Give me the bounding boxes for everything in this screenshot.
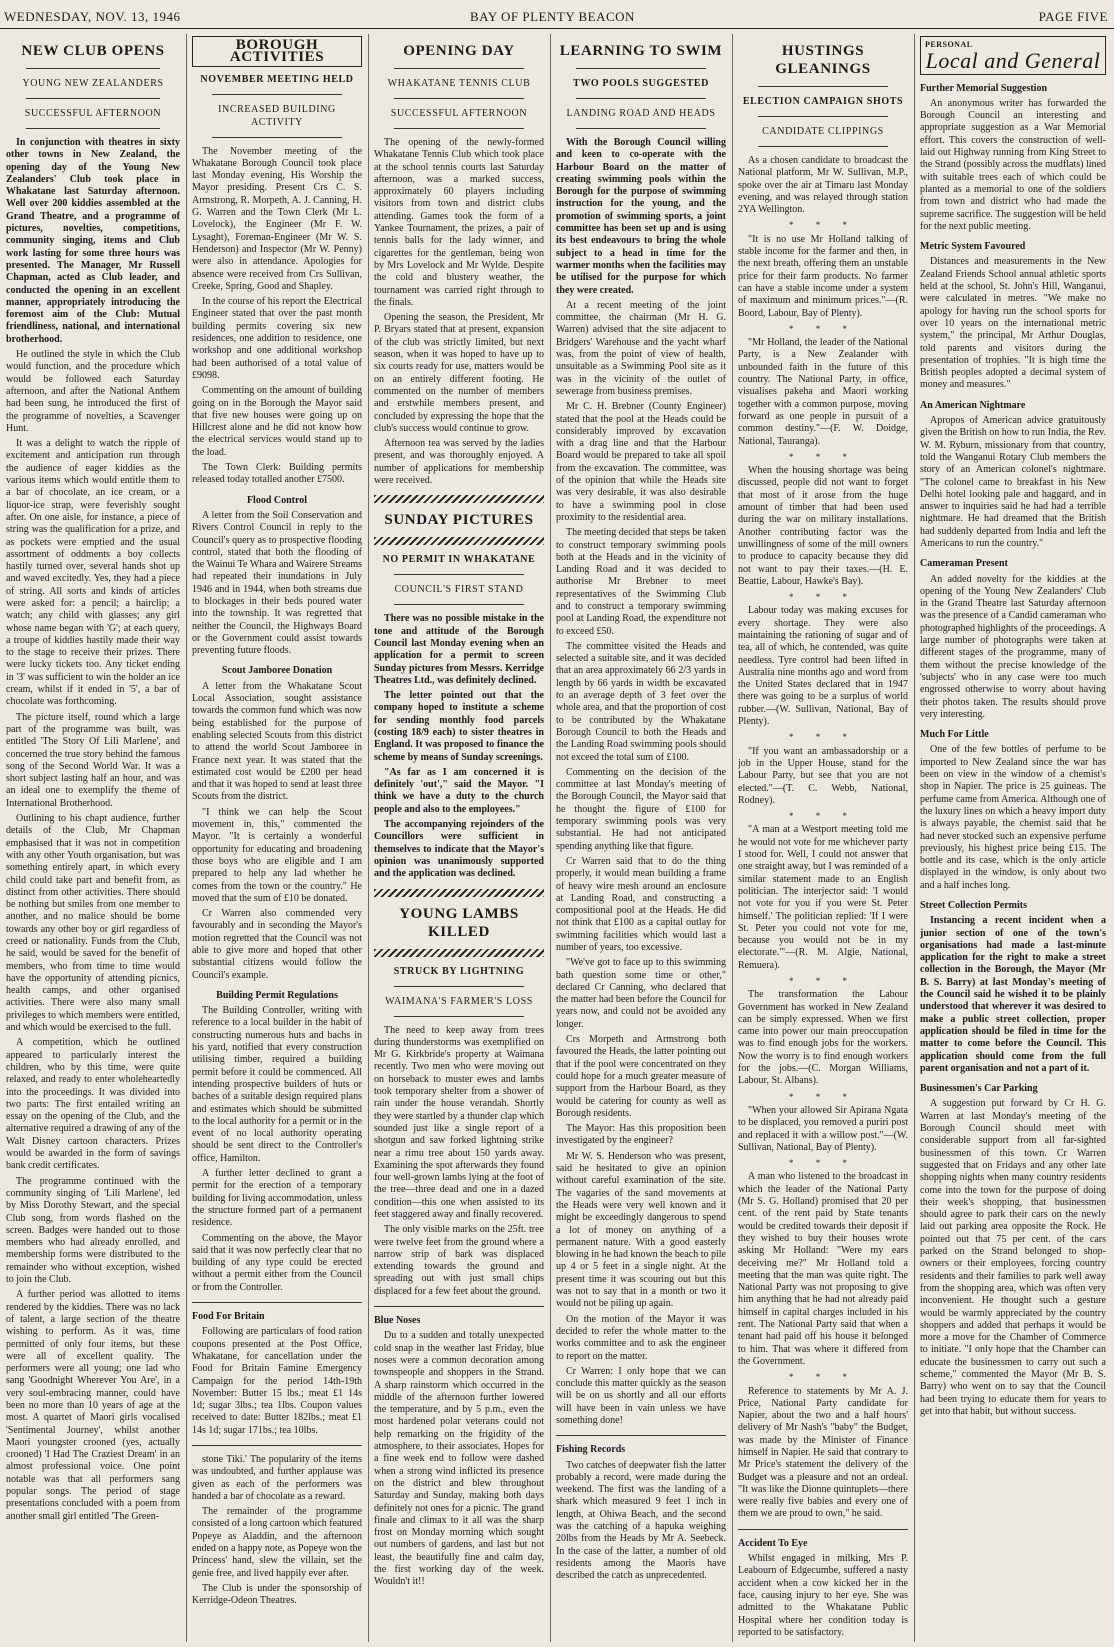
subhead-tennis-club: WHAKATANE TENNIS CLUB: [387, 78, 531, 89]
divider: [394, 986, 524, 987]
section-head-accident: Accident To Eye: [738, 1537, 808, 1549]
article-lead: "As far as I am concerned it is definitely 'out'," said the Mayor. "I think we have a duty to the church people and also to the employees.": [374, 766, 544, 815]
subhead-struck: STRUCK BY LIGHTNING: [393, 965, 525, 977]
article-paragraph: Mr C. H. Brebner (County Engineer) stated that the pool at the Heads could be considerably improved by excavation with a drag line and that the Harbour Board would be prepared to take all spoil from the excavation. The committee, was of the opinion that while the Heads site was very desirable, it was also desirable to have a swimming pool in close proximity to the residential area.: [556, 401, 726, 523]
divider: [394, 604, 524, 605]
article-paragraph: The Town Clerk: Building permits released today totalled another £7500.: [192, 462, 362, 486]
article-paragraph: "When your allowed Sir Apirana Ngata to be displaced, you removed a puriri post and replaced it with a willow post."—(W. Sullivan, National, Bay of Plenty).: [738, 1104, 908, 1153]
divider: [26, 128, 160, 129]
article-paragraph: "If you want an ambassadorship or a job in the Upper House, stand for the Labour Party, but see that you are not elected."—(T. C. Webb, National, Rodney).: [738, 745, 908, 806]
divider: [26, 68, 160, 69]
divider: [192, 1302, 362, 1303]
column-hustings: [738, 34, 915, 1642]
divider: [576, 98, 706, 99]
headline-opening-day: OPENING DAY: [403, 43, 515, 59]
article-paragraph: Commenting on the amount of building going on in the Borough the Mayor said that five new houses were going up on Hillcrest alone and he did not know how the electrical services would stand up to the load.: [192, 385, 362, 458]
article-paragraph: The Building Controller, writing with reference to a local builder in the habit of constructing numerous huts and bachs in his yard, notified that every construction utilising timber, required a building permit before it could be commenced. All intending prospective builders of huts or baches of a suitable design required plans and estimates which should be submitted to the local authority for a permit or in the event of no local authority operating should be sent direct to the Controller's office, Hamilton.: [192, 1005, 362, 1164]
article-paragraph: A man who listened to the broadcast in which the leader of the National Party (Mr S. G. Holland) promised that 20 per cent. of the rent paid by State tenants would be credited towards their deposit if they wished to buy their houses wrote asking Mr Holland: "Were my ears deceiving me?" Mr Holland told a meeting that the man was quite right. The National Party was not proposing to give him anything that he had not already paid himself in capital charges included in his rent. The National Party said that when a tenant had paid off his house it belonged to him. That was where it differed from the Government.: [738, 1171, 908, 1367]
article-paragraph: Following are particulars of food ration coupons presented at the Post Office, Whakatane, for cancellation under the Food for Britain Famine Emergency Campaign for the period 14th-19th November: Butter 15 lbs.; meat £1 14s 1d; sugar 3lbs.; tea 1lbs. Coupon values received to date: Butter 182lbs.; meat £1 14s 1d; sugar 171bs.; tea 10lbs.: [192, 1326, 362, 1436]
separator-stars: * * *: [789, 1372, 857, 1383]
section-head-scout: Scout Jamboree Donation: [221, 665, 333, 677]
headline-sunday-pictures: SUNDAY PICTURES: [384, 512, 534, 529]
article-paragraph: "It is no use Mr Holland talking of stable income for the farmer and then, in the next breath, offering them an unstable price for their farm products. No farmer can have a stable income under a system of maximum and minimum prices."—(R. Boord, Labour, Bay of Plenty).: [738, 233, 908, 319]
ornamental-divider: [374, 949, 544, 957]
separator-stars: * * *: [789, 811, 857, 822]
article-paragraph: The Club is under the sponsorship of Kerridge-Odeon Theatres.: [192, 1582, 362, 1607]
subhead-no-permit: NO PERMIT IN WHAKATANE: [382, 554, 536, 566]
article-paragraph: The picture itself, round which a large part of the programme was built, was entitled 'The Story Of Lili Marlene', and concerned the true story behind the famous song of the Second World War. It was a short subject lasting half an hour, and was an ideal one to exemplify the theme of International Brotherhood.: [6, 711, 180, 809]
article-paragraph: Outlining to his chapt audience, further details of the Club, Mr Chapman emphasised that it was not in competition with any other Youth organisation, but was something entirely apart, in which every child could take part and benefit from, as distinct from other activities. There should be nothing but smiles from one member to another, and no malice should be borne towards any other boy or girl regardless of creed or nationality. Funds from the Club, he said, would be saved for the benefit of members, who from time to time would have the opportunity of attending picnics, health camps, and other organised activities. There were also many small privileges to which members were entitled, and which would be exercised to the full.: [6, 813, 180, 1034]
article-paragraph: At a recent meeting of the joint committee, the chairman (Mr H. G. Warren) advised that the site adjacent to Bridgers' Warehouse and the yacht wharf was, from the point of view of health, unsuitable as a Swimming Pool site as it was in the vicinity of the outlet of sewerage from business premises.: [556, 299, 726, 397]
article-paragraph: Mr W. S. Henderson who was present, said he hesitated to give an opinion without careful examination of the site. The vagaries of the sand movements at the Heads were very well known and it might be exceedingly dangerous to spend a lot of money on anything of a permanent nature. With a good easterly blowing in he had known the beach to pile up 4 or 5 feet in a single night. At the present time it was scouring out but this was not to say that in a month or two it would not be piling up again.: [556, 1150, 726, 1310]
page-number: PAGE FIVE: [1038, 9, 1108, 24]
separator-stars: * * *: [789, 323, 857, 334]
article-paragraph: The only visible marks on the 25ft. tree were twelve feet from the ground where a narrow strip of bark was displaced extending towards the ground and spreading out with just small chips displaced for a few feet about the ground.: [374, 1224, 544, 1297]
subhead-young-nz: YOUNG NEW ZEALANDERS: [22, 78, 164, 89]
divider: [212, 137, 342, 138]
headline-young-lambs: YOUNG LAMBS KILLED: [399, 905, 519, 940]
article-paragraph: He outlined the style in which the Club would function, and the procedure which would be followed each Saturday afternoon, and after the National Anthem had been sung, he introduced the first of the programme of novelties, a Scavenger Hunt.: [6, 349, 180, 434]
item-text: Apropos of American advice gratuitously given the British on how to run India, the Rev. W. M. Ryburn, missionary from that country, told the Wanganui Rotary Club members the story of an American colonel's nightmare. "The colonel came to breakfast in his New Delhi hotel looking pale and haggard, and in answer to inquiries said he had had a terrible nightmare. He had dreamed that the British had suddenly departed from India and left the Americans to run the country.": [920, 415, 1106, 549]
article-paragraph: As a chosen candidate to broadcast the National platform, Mr W. Sullivan, M.P., spoke over the air at Timaru last Monday evening, and was relayed through station 2YA Wellington.: [738, 155, 908, 216]
divider: [758, 146, 888, 147]
item-text: One of the few bottles of perfume to be imported to New Zealand since the war has been on view in the window of a chemist's shop in Napier. The price is 25 guineas. The perfume came from America. Although one of the luxury lines on which a heavy import duty is always payable, the chemist said that he had never stocked such an expensive perfume previously, his highest price being £15. The bottle and its case, which is the only article displayed in the window, is only about two and a half inches long.: [920, 744, 1106, 891]
divider: [394, 574, 524, 575]
column-new-club: [6, 34, 187, 1642]
article-paragraph: When the housing shortage was being discussed, people did not want to forget that most of it arose from the huge amount of timber that had been used during the war on military installations. Another contributing factor was the unwillingness of some of the mill owners to produce to capacity because they did not want to pay their taxes.—(H. E. Beattie, Labour, Hawke's Bay).: [738, 465, 908, 587]
divider: [394, 98, 524, 99]
ornamental-divider: [374, 537, 544, 545]
separator-stars: * * *: [789, 451, 857, 462]
article-paragraph: The November meeting of the Whakatane Borough Council took place last Monday evening, His Worship the Mayor presiding. Present Crs C. S. Armstrong, R. Morpeth, A. J. Canning, H. G. Warren and the Town Clerk (Mr L. Lovelock), the Engineer (Mr F. W. Lysaght), Foreman-Engineer (Mr W. S. Henderson) and Inspector (Mr W. Penny) were also in attendance. Apologies for absence were received from Crs Sullivan, Creeke, Spring, Good and Shapley.: [192, 145, 362, 292]
section-head-flood: Flood Control: [246, 494, 308, 506]
subhead-candidate-clippings: CANDIDATE CLIPPINGS: [762, 126, 884, 137]
article-paragraph: Commenting on the decision of the committee at last Monday's meeting of the Borough Council, the Mayor said that he thought the figure of £100 for temporary swimming pools was very substantial. He had not anticipated spending anything like that figure.: [556, 766, 726, 852]
subhead-two-pools: TWO POOLS SUGGESTED: [573, 78, 709, 89]
masthead: [0, 0, 1114, 29]
item-head-nightmare: An American Nightmare: [920, 399, 1026, 411]
article-paragraph: The meeting decided that steps be taken to construct temporary swimming pools both at the Heads and in the vicinity of Landing Road and it was decided to authorise Mr Brebner to meet representatives of the Swimming Club and to construct a temporary swimming pool at Landing Road, the expenditure not to exceed £50.: [556, 527, 726, 637]
headline-new-club: NEW CLUB OPENS: [21, 43, 165, 59]
separator-stars: * * *: [789, 1091, 857, 1102]
section-title-local-general: Local and General: [925, 48, 1101, 74]
article-paragraph: The need to keep away from trees during thunderstorms was exemplified on Mr G. Kirkbride's property at Waimana recently. Two men who were moving out on horseback to muster ewes and lambs took temporary shelter from a shower of rain under the house verandah. Shortly they were startled by a thunder clap which sounded just like a single report of a shotgun and saw forked lightning strike near a rimu tree about 150 yards away. Examining the spot afterwards they found four well-grown lambs lying at the foot of the tree—three dead and one in a dazed condition—this one when assisted to its feet staggered away and finally recovered.: [374, 1024, 544, 1220]
article-paragraph: Whilst engaged in milking, Mrs P. Leabourn of Edgecumbe, suffered a nasty accident when a cow kicked her in the face, causing injury to her eye. She was admitted to the Whakatane Public Hospital where her condition today is reported to be satisfactory.: [738, 1553, 908, 1638]
item-text: An added novelty for the kiddies at the opening of the Young New Zealanders' Club in the Grand Theatre last Saturday afternoon was the presence of a Candid cameraman who photographed highlights of the proceedings. A large number of photographs were taken at different stages of the programme, many of them without the precise knowledge of the 'subjects' who in any case were too much engrossed otherwise to worry about having their photos taken. The results should prove very interesting.: [920, 573, 1106, 720]
article-paragraph: The programme continued with the community singing of 'Lili Marlene', led by Miss Dorothy Stewart, and the special Club song, from words flashed on the screen. Badges were handed out to those members who had already enrolled, and membership forms were distributed to the remainder who without exception, wished to join the Club.: [6, 1175, 180, 1286]
divider: [374, 1306, 544, 1307]
item-text: Distances and measurements in the New Zealand Friends School annual athletic sports held at the school, St. John's Hill, Wanganui, were calculated in metres. "We make no apology for having run the school sports for over 10 years on the international metric system," the principal, Mr Arthur Douglas, told parents and visitors during the presentation of trophies. "It is high time the British peoples adopted a decimal system of money and measures.": [920, 256, 1106, 391]
item-text: A suggestion put forward by Cr H. G. Warren at last Monday's meeting of the Borough Council should meet with considerable support from all far-sighted businessmen of this town. Cr Warren suggested that on Fridays and any other late shopping nights when many country residents come into the town for the purpose of doing their week's shopping, that businessmen should agree to park their cars on the newly laid out parking area opposite the Rock. He pointed out that 75 per cent. of the cars parked on the Strand belonged to shop-owners or their employees, forcing country residents and their families to park well away from the shopping area, which was often very inconvenient. He thought such a gesture would be warmly appreciated by the country shoppers and added that perhaps it would be more a move for the Chamber of Commerce to initiate. "I only hope that the Chamber can educate the businessmen to carry out such a scheme," commented the Mayor (Mr B. S. Barry) who went on to say that the Council had been trying to educate them for years to get into that habit, but without success.: [920, 1098, 1106, 1417]
article-paragraph: In the course of his report the Electrical Engineer stated that over the past month building permits covering six new residences, one addition to residence, one workshop and one additional workshop had been authorised of a total value of £9098.: [192, 296, 362, 381]
paper-name: BAY OF PLENTY BEACON: [470, 9, 635, 24]
subhead-landing-road: LANDING ROAD AND HEADS: [566, 108, 716, 119]
divider: [576, 128, 706, 129]
article-paragraph: Cr Warren also commended very favourably and in seconding the Mayor's motion regretted that the Council was not able to give more and hoped that other substantial citizens would follow the Council's example.: [192, 908, 362, 981]
subhead-successful-afternoon: SUCCESSFUL AFTERNOON: [390, 108, 528, 119]
separator-stars: * * *: [789, 592, 857, 603]
subhead-november-meeting: NOVEMBER MEETING HELD: [200, 73, 354, 85]
divider: [212, 94, 342, 95]
section-head-building: Building Permit Regulations: [216, 989, 338, 1001]
article-paragraph: It was a delight to watch the ripple of excitement and anticipation run through the audience of eager kiddies as the various items which would entitle them to a bar of chocolate, an ice cream, or a liquor-ice strap, were feverishly sought after. On one aisle, for instance, a piece of string was the qualification for a prize, and as pockets were emptied and the usual assortment of oddments a boy collects hastily turned over, several hands shot up and waved excitedly. Yes, they had a piece of string. All sorts and kinds of articles were asked for: a pencil; a hairclip; a watch; any child with glasses; any girl whose name began with 'G'; at each query, a troupe of kiddies hastily made their way to the stage to receive their prizes. There were lucky tickets too. Any ticket ending in '3' was sufficient to win the holder an ice cream, whilst if it ended in '5', a bar of chocolate was forthcoming.: [6, 438, 180, 708]
article-paragraph: A further letter declined to grant a permit for the erection of a temporary building for living accommodation, unless the structure formed part of a permanent residence.: [192, 1168, 362, 1229]
subhead-increased-building: INCREASED BUILDING ACTIVITY: [218, 103, 336, 128]
separator-stars: * * *: [789, 1158, 857, 1169]
article-lead: The letter pointed out that the company hoped to institute a scheme for sending monthly food parcels (costing 18/9 each) to sister theatres in England. It was proposed to finance the scheme by means of Sunday screenings.: [374, 690, 544, 763]
article-paragraph: stone Tiki.' The popularity of the items was undoubted, and further applause was given as each of the performers was handed a bar of chocolate as a reward.: [192, 1453, 362, 1502]
column-learning-swim: [556, 34, 733, 1642]
article-paragraph: The remainder of the programme consisted of a long cartoon which featured Popeye as Aladdin, and the afternoon ended on a happy note, as Popeye won the Princess' hand, slew the villain, set the genie free, and lived happily ever after.: [192, 1506, 362, 1579]
section-head-food: Food For Britain: [192, 1311, 265, 1323]
article-paragraph: "Mr Holland, the leader of the National Party, is a New Zealander with unbounded faith in the future of this country. The National Party, in office, visualises pakeha and Maori working together with a common purpose, moving forward as one people in pursuit of a common destiny."—(F. W. Doidge, National, Tauranga).: [738, 337, 908, 447]
divider: [758, 86, 888, 87]
divider: [556, 1435, 726, 1436]
separator-stars: * * *: [789, 976, 857, 986]
article-paragraph: Opening the season, the President, Mr P. Bryars stated that at present, expansion of the club was strictly limited, but next season, when it was hoped to have up to six courts ready for use, matters would be on an entirely different footing. He commented on the number of members and erstwhile members present, and concluded by expressing the hope that the club's success would continue to grow.: [374, 312, 544, 434]
article-lead: In conjunction with theatres in sixty other towns in New Zealand, the opening day of the Young New Zealanders' Club took place in Whakatane last Saturday afternoon. Well over 200 kiddies assembled at the Grand Theatre, and a programme of pictures, novelties, competitions, community singing, items and Club work lasting for some three hours was presented. The Manager, Mr Russell Chapman, acted as Club leader, and conducted the opening in an excellent manner, appropriately introducing the foremost aim of the Club: Mutual friendliness, national, and international brotherhood.: [6, 137, 180, 345]
article-paragraph: A further period was allotted to items rendered by the kiddies. There was no lack of talent, a large section of the theatre wishing to perform. As it was, time permitted of only four items, but these were all of excellent quality. The performers were all young; one lad who sang 'Goodnight Wherever You Are', in a very soul-embracing manner, could have been no more than 10 years of age at the most. A quartet of Maori girls vocalised 'Sentimental Journey', whilst another Maori youngster crooned (yes, actually crooned) 'I Had The Craziest Dream' in an almost professional voice. One point notable was that all performers sang popular songs. The period of stage presentations concluded with a poem from another small girl entitled 'The Green-: [6, 1289, 180, 1522]
article-paragraph: Labour today was making excuses for every shortage. They were also maintaining the rationing of sugar and of tea, all of which, he contended, was quite needless. Tyre control had been lifted in Australia nine months ago and word from the United States declared that in 1947 there was going to be a surplus of world rubber.—(W. Sullivan, National, Bay of Plenty).: [738, 605, 908, 728]
article-paragraph: A letter from the Whakatane Scout Local Association, sought assistance towards the common fund which was now being established for the purpose of enabling selected Scouts from this district to attend the world Scout Jamboree in France next year. It was stated that the estimated cost would be £200 per head and that it was hoped to send at least three Scouts from the district.: [192, 680, 362, 803]
item-text: Instancing a recent incident when a junior section of one of the town's organisations had made a last-minute application for the right to make a street collection in the Borough, the Mayor (Mr B. S. Barry) at last Monday's meeting of the Council said he wished it to be plainly understood that wherever it was desired to make a public street collection, proper application should be filed in time for the matter to come before the Council. This application should come from the full parent organisation and not a part of it.: [920, 915, 1106, 1074]
separator-stars: * * *: [789, 220, 857, 231]
article-paragraph: A letter from the Soil Conservation and Rivers Control Council in reply to the Council's query as to prospective flooding control, stated that both the flooding of the Wainui Te Whara and Wairere Streams had repeated their inundations in July 1946 and in 1944, when both streams due to blockages in their beds poured water into the township. It was regretted that neither the Council, the Highways Board or the Government could assist towards preventing future floods.: [192, 509, 362, 657]
subhead-successful: SUCCESSFUL AFTERNOON: [24, 108, 162, 119]
article-paragraph: "A man at a Westport meeting told me he would not vote for me whichever party I stood for. Well, I could not answer that one straight away, but I was reminded of a similar statement made to an English politician. The interjector said: 'I would not vote for you if you were St. Peter himself.' The politician replied: 'If I were St. Peter you could not vote for me, because you would not be in my electorate.'"—(R. M. Algie, National, Remuera).: [738, 824, 908, 971]
article-paragraph: "I think we can help the Scout movement in, this," commented the Mayor. "It is certainly a wonderful opportunity for educating and broadening those boys who are eligible and I am prepared to help any lad whether he comes from the town or the country." He moved that the sum of £10 be donated.: [192, 806, 362, 904]
column-borough: [192, 34, 369, 1642]
article-lead: With the Borough Council willing and keen to co-operate with the Harbour Board on the matter of creating swimming pools within the Borough for the purpose of swimming instruction for the young, and the promotion of swimming sports, a joint committee has been set up and is using its best endeavours to bring the whole subject to a head in time for the warmer months when the facilities may be utilised for the purpose for which they were created.: [556, 137, 726, 296]
column-opening-day: [374, 34, 551, 1642]
article-lead: There was no possible mistake in the tone and attitude of the Borough Council last Monday evening when an application for a permit to screen Sunday pictures from Messrs. Kerridge Theatres Ltd., was definitely declined.: [374, 613, 544, 686]
subhead-waimana: WAIMANA'S FARMER'S LOSS: [385, 995, 533, 1007]
divider: [758, 116, 888, 117]
article-paragraph: Du to a sudden and totally unexpected cold snap in the weather last Friday, blue noses were a common decoration among townspeople and shoppers in the Strand. A sharp rainstorm which occurred in the middle of the afternoon further lowered the temperature, and by 5 p.m., even the most hardened polar veterans could not help remarking on the frigidity of the atmosphere, to their associates. Hopes for a fine week end to follow were dashed when a strong wind inflicted its presence on the district and blew throughout Saturday and Sunday, making both days definitely not ones for a picnic. The grand finale and climax to it all was the sharp frost on Monday morning which sought out numbers of gardens, and last but not least, the beautifully fine and calm day, the first working day of the week. Wouldn't it!!: [374, 1330, 544, 1588]
item-head-much-for-little: Much For Little: [920, 729, 989, 741]
article-paragraph: A competition, which he outlined appeared to particularly interest the children, who by this time, were quite relaxed, and ready to enter wholeheartedly into the proceedings. It was divided into two parts: The first entailed writing an essay on the opening of the Club, and the alternative required a drawing of any of the Walt Disney cartoon characters. Prizes would be awarded in the form of savings bank credit certificates.: [6, 1037, 180, 1172]
divider: [394, 1016, 524, 1017]
section-title-box: [920, 36, 1106, 75]
article-lead: The accompanying rejoinders of the Councillors were sufficient in themselves to indicate that the Mayor's opinion was unanimously supported and the application was declined.: [374, 819, 544, 880]
article-paragraph: Cr Warren said that to do the thing properly, it would mean building a frame of heavy wire mesh around an enclosure at Landing Road, and constructing a compositional pool at the Heads. He did not think that £100 as a capital outlay for swimming facilities which would last a number of years, too excessive.: [556, 855, 726, 953]
divider: [738, 1529, 908, 1530]
divider: [576, 68, 706, 69]
article-paragraph: Afternoon tea was served by the ladies present, and was thoroughly enjoyed. A number of applications for membership were received.: [374, 438, 544, 487]
ornamental-divider: [374, 889, 544, 897]
headline-borough: BOROUGH ACTIVITIES: [229, 37, 325, 66]
article-paragraph: Commenting on the above, the Mayor said that it was now perfectly clear that no building of any type could be erected without a permit either from the Council or from the Controller.: [192, 1232, 362, 1293]
article-paragraph: Crs Morpeth and Armstrong both favoured the Heads, the latter pointing out that if the pool were concentrated on they could hope for a much greater measure of support from the Harbour Board, as they would be catering for county as well as Borough residents.: [556, 1034, 726, 1119]
item-head-memorial: Further Memorial Suggestion: [920, 82, 1048, 94]
article-paragraph: The transformation the Labour Government has worked in New Zealand can be simply expressed. When we first came into power our main preoccupation was to find enough jobs for the workers. Now the worry is to find enough workers for the jobs.—(C. Morgan Williams, Labour, St. Albans).: [738, 989, 908, 1087]
separator-stars: * * *: [789, 732, 857, 743]
issue-date: WEDNESDAY, NOV. 13, 1946: [4, 9, 181, 24]
divider: [394, 128, 524, 129]
article-paragraph: The opening of the newly-formed Whakatane Tennis Club which took place at the school tennis courts last Saturday afternoon, was a marked success, approximately 60 players including visitors from town and district clubs attending. Games took the form of a Yankee Tournament, the prizes, a pair of tennis balls for the lady winner, and cigarettes for the gentleman, being won by Mrs Lovelock and Mr Wylde. Despite the cold and blustery weather, the tournament was carried right through to the finals.: [374, 137, 544, 308]
divider: [192, 1445, 362, 1446]
article-paragraph: The Mayor: Has this proposition been investigated by the engineer?: [556, 1123, 726, 1147]
divider: [26, 98, 160, 99]
ornamental-divider: [374, 495, 544, 503]
article-paragraph: The committee visited the Heads and selected a suitable site, and it was decided that an area approximately 66 2/3 yards in length by 66 yards in width be excavated to an average depth of 3 feet over the whole area, and that the proportion of cost to be contributed by the Whakatane Borough Council to both the Heads and the Landing Road swimming pools should not exceed the total sum of £100.: [556, 640, 726, 763]
article-paragraph: Cr Warren: I only hope that we can conclude this matter quickly as the season will be on us shortly and all our efforts will have been in vain unless we have something done!: [556, 1365, 726, 1426]
headline-hustings: HUSTINGS GLEANINGS: [775, 43, 871, 77]
article-paragraph: On the motion of the Mayor it was decided to refer the whole matter to the works committee and to ask the engineer to report on the matter.: [556, 1313, 726, 1362]
item-text: An anonymous writer has forwarded the Borough Council an interesting and appropriate suggestion as a War Memorial effort. This covers the construction of well-laid out Highway running from King Street to the Strand (possibly across the mudflats) lined with suitable trees each of which could be planted as a memorial to one of the soldiers from town and district who had made the supreme sacrifice. The suggestion will be held for the next public meeting.: [920, 97, 1106, 232]
subhead-first-stand: COUNCIL'S FIRST STAND: [394, 584, 524, 596]
personal-badge: PERSONAL: [925, 40, 973, 49]
subhead-election-shots: ELECTION CAMPAIGN SHOTS: [742, 96, 904, 107]
headline-box-borough: [192, 36, 362, 67]
article-paragraph: Reference to statements by Mr A. J. Price, National Party candidate for Napier, about the two and a half hours' delivery of Mr Nash's "baby" the Budget, was made by the Minister of Finance himself in Napier. He said that contrary to Mr Price's statement the delivery of the Budget was a pleasure and not an ordeal. "It was like the Dionne quintuplets—there were really five babies and every one of them we are proud to own," he said.: [738, 1385, 908, 1520]
article-paragraph: "We've got to face up to this swimming bath question some time or other," declared Cr Canning, who declared that the matter had been before the Council for years now, and could not be avoided any longer.: [556, 957, 726, 1030]
item-head-street-collection: Street Collection Permits: [920, 900, 1027, 911]
item-head-metric: Metric System Favoured: [920, 241, 1026, 253]
section-head-blue-noses: Blue Noses: [374, 1315, 421, 1327]
divider: [394, 68, 524, 69]
section-head-fishing: Fishing Records: [556, 1444, 626, 1456]
column-local-general: [920, 34, 1106, 1642]
item-head-cameraman: Cameraman Present: [920, 558, 1008, 570]
article-paragraph: Two catches of deepwater fish the latter probably a record, were made during the weekend. The first was the landing of a shark which measured 9 feet 1 inch in length, at Ohiwa Beach, and the second was the catching of a hapuka weighing 20lbs from the Heads by Mr A. Seebeck. In the case of the latter, a number of old residents among the Maoris have described the catch as unprecedented.: [556, 1459, 726, 1582]
headline-learning-swim: LEARNING TO SWIM: [559, 43, 723, 59]
item-head-car-parking: Businessmen's Car Parking: [920, 1083, 1038, 1095]
